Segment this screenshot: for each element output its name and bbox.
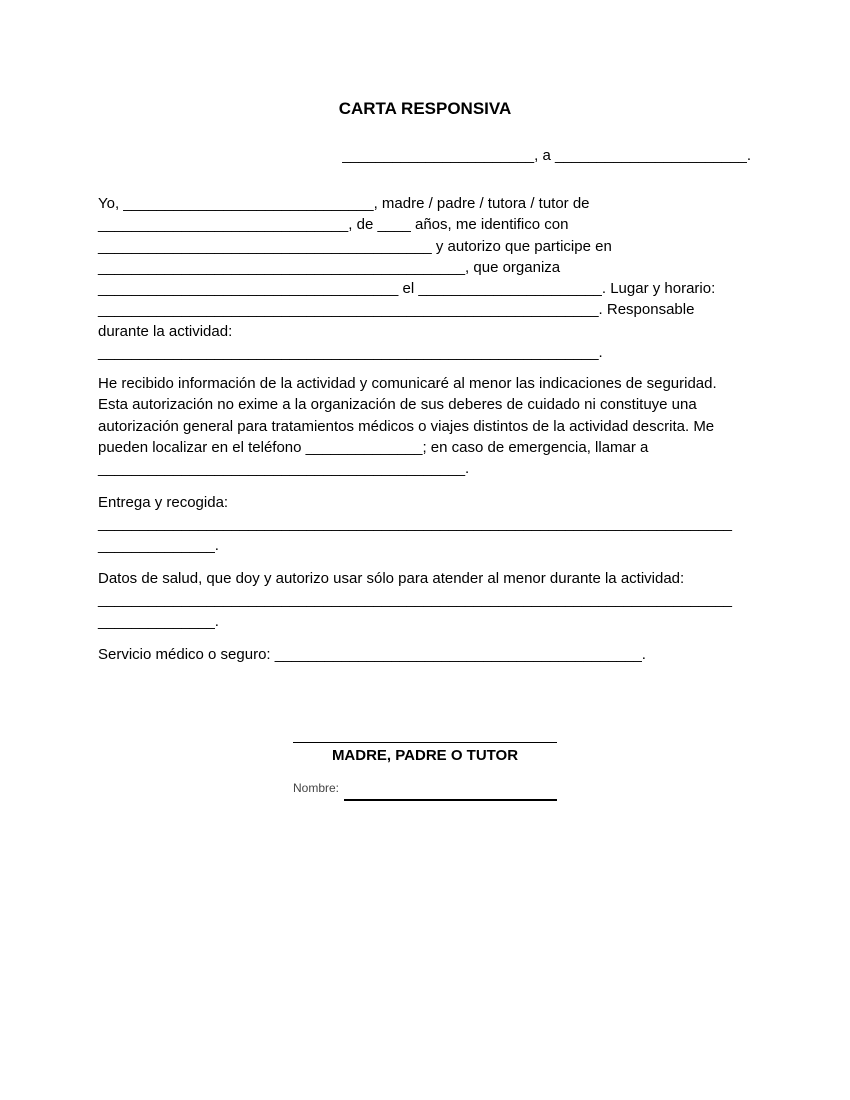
place-date-line: _______________________, a _______________________.	[342, 147, 751, 164]
health-blank-line: ______________.	[98, 612, 219, 630]
pickup-blank-line: ______________.	[98, 536, 219, 554]
health-blank-line: ____________________________________________________________________________	[98, 591, 733, 609]
authorization-line: ____________________________________________________________.	[98, 344, 603, 362]
medical-service-line: Servicio médico o seguro: ____________________________________________.	[98, 646, 646, 663]
health-label: Datos de salud, que doy y autorizo usar sólo para atender al menor durante la actividad:	[98, 570, 685, 587]
signature-role: MADRE, PADRE O TUTOR	[331, 747, 519, 764]
authorization-line: ____________________________________ el ______________________. Lugar y horario:	[98, 280, 716, 298]
information-line: Esta autorización no exime a la organización de sus deberes de cuidado ni constituye una	[98, 396, 697, 414]
authorization-paragraph	[98, 193, 758, 363]
information-paragraph	[98, 373, 758, 479]
authorization-line: ________________________________________ y autorizo que participe en	[98, 237, 612, 255]
pickup-blank-line: ____________________________________________________________________________	[98, 515, 733, 533]
information-line: pueden localizar en el teléfono ______________; en caso de emergencia, llamar a	[98, 438, 649, 456]
signature-name-label: Nombre:	[293, 781, 340, 795]
health-paragraph	[98, 568, 758, 632]
information-line: ____________________________________________.	[98, 460, 470, 478]
signature-line	[293, 742, 557, 743]
authorization-line: ____________________________________________, que organiza	[98, 258, 561, 276]
signature-name-line	[344, 799, 557, 801]
medical-service-paragraph	[98, 644, 758, 665]
authorization-line: ____________________________________________________________. Responsable	[98, 301, 695, 319]
authorization-line: durante la actividad:	[98, 322, 233, 340]
authorization-line: ______________________________, de ____ años, me identifico con	[98, 216, 569, 234]
information-line: He recibido información de la actividad y comunicaré al menor las indicaciones de seguridad.	[98, 375, 717, 392]
information-line: autorización general para tratamientos médicos o viajes distintos de la actividad descrita. Me	[98, 417, 715, 435]
pickup-paragraph	[98, 492, 758, 556]
document-title: CARTA RESPONSIVA	[338, 99, 512, 118]
authorization-line: Yo, ______________________________, madre / padre / tutora / tutor de	[98, 195, 590, 212]
pickup-label: Entrega y recogida:	[98, 494, 229, 511]
